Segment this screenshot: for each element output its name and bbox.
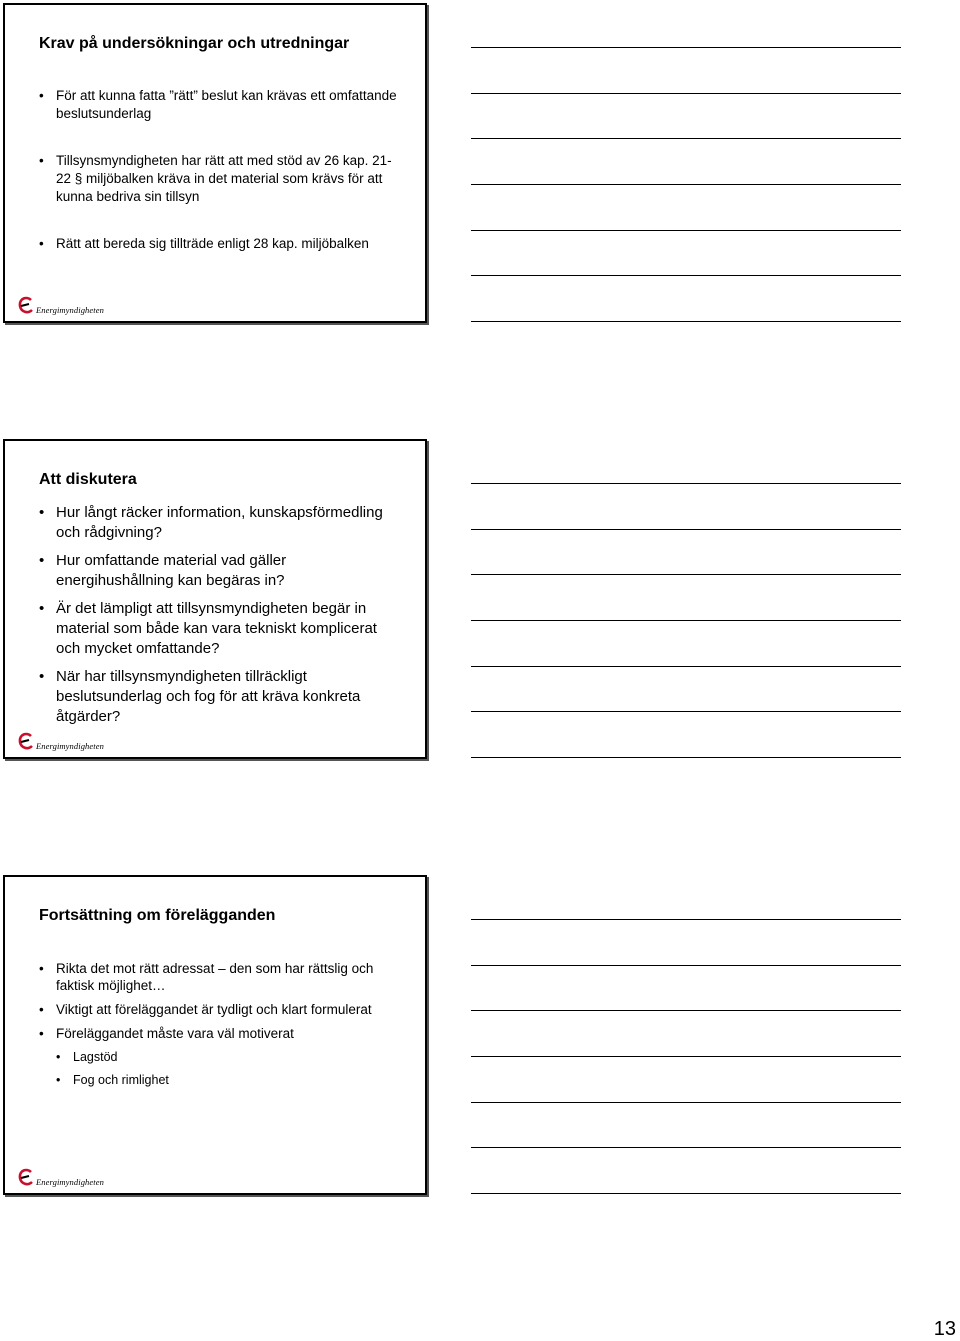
note-line <box>471 321 901 322</box>
logo-text: Energimyndigheten <box>36 741 104 751</box>
note-line <box>471 1056 901 1057</box>
bullet-item: • Viktigt att föreläggandet är tydligt och klart formulerat <box>39 1001 405 1018</box>
bullet-list <box>39 87 405 264</box>
bullet-item: • Hur omfattande material vad gäller energihushållning kan begäras in? <box>39 551 405 591</box>
note-line <box>471 275 901 276</box>
logo-mark-icon <box>17 732 35 752</box>
logo-text: Energimyndigheten <box>36 1177 104 1187</box>
bullet-item: • Rätt att bereda sig tillträde enligt 28 kap. miljöbalken <box>39 235 405 253</box>
note-line <box>471 757 901 758</box>
logo-text: Energimyndigheten <box>36 305 104 315</box>
slide-1 <box>3 3 427 323</box>
bullet-item: • När har tillsynsmyndigheten tillräckligt beslutsunderlag och fog för att kräva konkreta åtgärder? <box>39 667 405 727</box>
slide-title: Fortsättning om förelägganden <box>39 907 276 924</box>
energimyndigheten-logo <box>17 1167 104 1189</box>
note-line <box>471 47 901 48</box>
energimyndigheten-logo <box>17 295 104 317</box>
bullet-item: • Hur långt räcker information, kunskapsförmedling och rådgivning? <box>39 503 405 543</box>
sub-bullet-item: • Fog och rimlighet <box>56 1072 405 1089</box>
note-line <box>471 138 901 139</box>
note-line <box>471 230 901 231</box>
slide-title: Krav på undersökningar och utredningar <box>39 35 350 52</box>
sub-bullet-item: • Lagstöd <box>56 1049 405 1066</box>
bullet-item: • Föreläggandet måste vara väl motiverat <box>39 1025 405 1042</box>
bullet-item: • För att kunna fatta ”rätt” beslut kan krävas ett omfattande beslutsunderlag <box>39 87 405 123</box>
note-line <box>471 620 901 621</box>
bullet-item: • Tillsynsmyndigheten har rätt att med stöd av 26 kap. 21-22 § miljöbalken kräva in det material som krävs för att kunna bedriva sin tillsyn <box>39 152 405 206</box>
note-line <box>471 184 901 185</box>
note-line <box>471 529 901 530</box>
energimyndigheten-logo <box>17 731 104 753</box>
slide-2 <box>3 439 427 759</box>
note-line <box>471 1010 901 1011</box>
bullet-item: • Rikta det mot rätt adressat – den som har rättslig och faktisk möjlighet… <box>39 960 405 994</box>
bullet-list <box>39 503 405 735</box>
bullet-list <box>39 960 405 1095</box>
note-line <box>471 666 901 667</box>
slide-3 <box>3 875 427 1195</box>
slide-title: Att diskutera <box>39 471 137 488</box>
note-line <box>471 965 901 966</box>
note-line <box>471 919 901 920</box>
page-number: 13 <box>933 1318 956 1340</box>
bullet-item: • Är det lämpligt att tillsynsmyndigheten begär in material som både kan vara tekniskt komplicerat och mycket omfattande? <box>39 599 405 659</box>
note-line <box>471 1147 901 1148</box>
note-line <box>471 574 901 575</box>
logo-mark-icon <box>17 1168 35 1188</box>
note-line <box>471 711 901 712</box>
note-line <box>471 1102 901 1103</box>
note-line <box>471 93 901 94</box>
note-line <box>471 483 901 484</box>
logo-mark-icon <box>17 296 35 316</box>
note-line <box>471 1193 901 1194</box>
